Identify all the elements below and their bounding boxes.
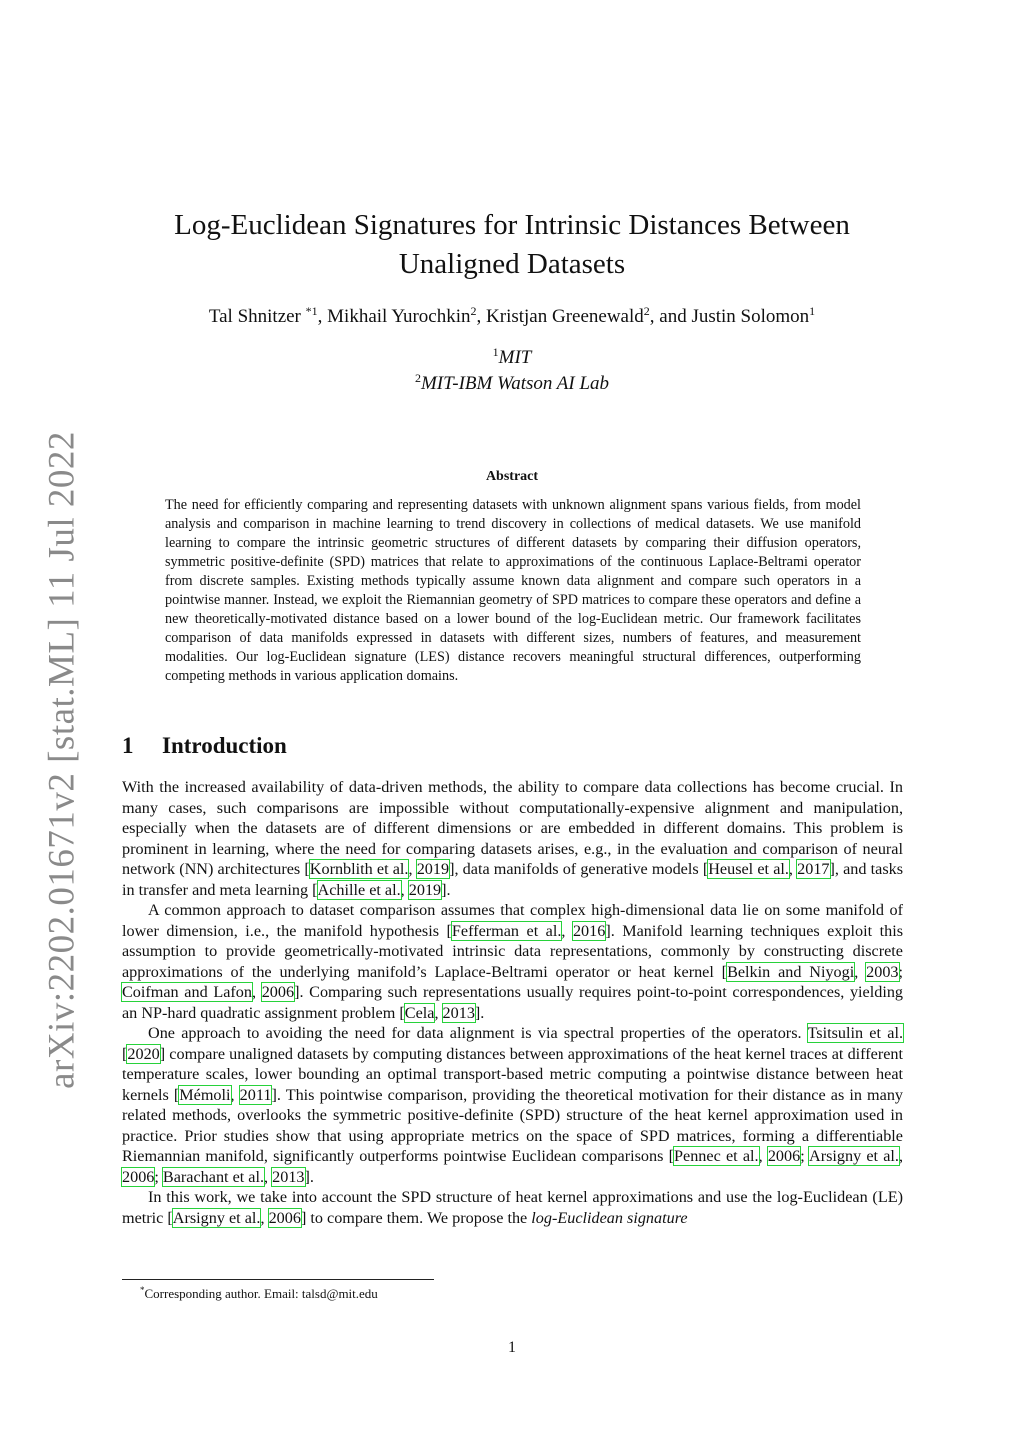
author-name: , Kristjan Greenewald <box>476 306 644 327</box>
arxiv-identifier-text: arXiv:2202.01671v2 [stat.ML] 11 Jul 2022 <box>41 431 83 1089</box>
author-marker: 2 <box>470 304 477 318</box>
text-run: , <box>854 962 867 981</box>
abstract-text: The need for efficiently comparing and representing datasets with unknown alignment spans various fields, from model analysis and comparison in machine learning to trend discovery in collections of medical datasets. We use manifold learning to compare the intrinsic geometric structures of different datasets by comparing their diffusion operators, symmetric positive-definite (SPD) matrices that relate to approximations of the continuous Laplace-Beltrami operator from discrete samples. Existing methods typically assume known data alignment and compare such operators in a pointwise manner. Instead, we exploit the Riemannian geometry of SPD matrices to compare these operators and define a new theoretically-motivated distance based on a lower bound of the log-Euclidean metric. Our framework facilitates comparison of data manifolds expressed in datasets with different sizes, numbers of features, and measurement modalities. Our log-Euclidean signature (LES) distance recovers meaningful structural differences, outperforming competing methods in various application domains. <box>165 497 861 684</box>
citation-link[interactable]: Kornblith et al. <box>309 860 409 878</box>
text-run: In this work, we take into account the SPD structure of heat kernel approximations and use the log-Euclidean (LE) metric [ <box>122 1188 903 1227</box>
affiliation-marker: 2 <box>414 371 421 385</box>
citation-link[interactable]: 2006 <box>261 983 295 1001</box>
citation-link[interactable]: 2013 <box>272 1167 305 1186</box>
citation-link[interactable]: Fefferman et al. <box>451 921 562 940</box>
affiliation-marker: 1 <box>492 345 499 359</box>
citation-link[interactable]: Achille et al. <box>317 880 401 899</box>
author-list <box>122 304 902 328</box>
citation-link[interactable]: 2013 <box>442 1003 475 1022</box>
citation-link[interactable]: Heusel et al. <box>708 860 789 878</box>
citation-link[interactable]: 2017 <box>797 860 830 878</box>
author-name: , and Justin Solomon <box>649 306 810 327</box>
author-marker: *1 <box>305 304 318 318</box>
text-run: ] compare unaligned datasets by computing distances between approximations of the heat kernel traces at different temperature scales, lower bounding an optimal transport-based metric computing a pointwise distance between heat kernels [ <box>122 1044 903 1104</box>
paragraph-4 <box>122 1187 903 1228</box>
text-run: , <box>230 1085 240 1104</box>
footnote <box>140 1285 378 1302</box>
author-name: , Mikhail Yurochkin <box>317 306 471 327</box>
text-run: ], and tasks in transfer and meta learning [ <box>122 860 904 899</box>
title-line-1: Log-Euclidean Signatures for Intrinsic Distances Between <box>174 209 850 241</box>
text-run: One approach to avoiding the need for data alignment is via spectral properties of the operators. <box>148 1024 808 1042</box>
footnote-marker: * <box>140 1285 145 1295</box>
text-run: ]. Manifold learning techniques exploit this assumption to provide geometrically-motivated intrinsic data representations, commonly by constructing discrete approximations of the underlying manifold’s Laplace-Beltrami operator or heat kernel [ <box>122 921 903 981</box>
text-run: , <box>400 880 409 899</box>
abstract-heading: Abstract <box>485 469 539 484</box>
text-run: , <box>264 1167 273 1186</box>
footnote-divider <box>122 1279 434 1280</box>
affiliation-name: MIT-IBM Watson AI Lab <box>420 373 610 394</box>
text-run: ; <box>800 1147 810 1165</box>
section-number: 1 <box>122 733 134 758</box>
text-run: ; <box>154 1167 163 1186</box>
citation-link[interactable]: Arsigny et al. <box>172 1208 261 1227</box>
text-run: ]. <box>441 880 451 899</box>
citation-link[interactable]: 2006 <box>122 1167 155 1186</box>
citation-link[interactable]: Belkin and Niyogi <box>727 962 855 981</box>
text-run: , <box>260 1208 269 1227</box>
introduction-body <box>122 777 903 1228</box>
text-run: , <box>251 983 262 1001</box>
citation-link[interactable]: Tsitsulin et al. <box>807 1024 903 1042</box>
text-run: A common approach to dataset comparison assumes that complex high-dimensional data lie on some manifold of lower dimension, i.e., the manifold hypothesis [ <box>122 901 903 940</box>
author-marker: 2 <box>643 304 650 318</box>
emphasized-term: log-Euclidean signature <box>531 1208 688 1227</box>
text-run: ] to compare them. We propose the <box>300 1208 532 1227</box>
affiliation-1 <box>122 345 902 369</box>
title-line-2: Unaligned Datasets <box>398 248 626 280</box>
citation-link[interactable]: 2006 <box>767 1147 801 1165</box>
affiliation-2 <box>122 371 902 395</box>
text-run: ]. Comparing such representations usually requires point-to-point correspondences, yielding an NP-hard quadratic assignment problem [ <box>122 983 904 1022</box>
author-marker: 1 <box>809 304 816 318</box>
text-run: ; <box>898 962 903 981</box>
page-number: 1 <box>508 1339 516 1356</box>
text-run: , <box>758 1147 768 1165</box>
text-run: ]. <box>474 1003 485 1022</box>
text-run: [ <box>122 1044 128 1063</box>
paper-title <box>122 206 902 284</box>
section-title: Introduction <box>162 733 287 758</box>
citation-link[interactable]: Cela <box>404 1003 435 1022</box>
text-run: , <box>408 860 417 878</box>
citation-link[interactable]: 2019 <box>416 860 450 878</box>
footnote-text: Corresponding author. Email: talsd@mit.edu <box>144 1286 378 1301</box>
text-run: ]. This pointwise comparison, providing the theoretical motivation for their distance as in many related methods, overlooks the symmetric positive-definite (SPD) structure of the heat kernel approximation used in practice. Prior studies show that using appropriate metrics on the space of SPD matrices, forming a differentiable Riemannian manifold, significantly outperforms pointwise Euclidean comparisons [ <box>122 1085 904 1165</box>
citation-link[interactable]: 2011 <box>239 1085 272 1104</box>
citation-link[interactable]: 2020 <box>127 1044 160 1063</box>
citation-link[interactable]: 2003 <box>866 962 899 981</box>
text-run: , <box>788 860 798 878</box>
text-run: ]. <box>304 1167 314 1186</box>
citation-link[interactable]: Barachant et al. <box>162 1167 265 1186</box>
citation-link[interactable]: 2019 <box>408 880 442 899</box>
citation-link[interactable]: 2006 <box>268 1208 301 1227</box>
text-run: With the increased availability of data-driven methods, the ability to compare data collections has become crucial. In many cases, such comparisons are impossible without computationally-expensive alignment and manipulation, especially when the datasets are of different dimensions or are embedded in different domains. This problem is prominent in learning, where the need for comparing datasets arises, e.g., in the evaluation and comparison of neural network (NN) architectures [ <box>122 778 903 878</box>
text-run: , <box>561 921 573 940</box>
section-heading <box>122 733 287 759</box>
affiliation-name: MIT <box>498 347 532 368</box>
citation-link[interactable]: Mémoli <box>179 1085 231 1104</box>
text-run: , <box>434 1003 443 1022</box>
citation-link[interactable]: Arsigny et al. <box>809 1147 899 1165</box>
citation-link[interactable]: Pennec et al. <box>674 1147 759 1165</box>
paragraph-2 <box>122 900 903 1023</box>
citation-link[interactable]: Coifman and Lafon <box>122 983 252 1001</box>
paragraph-1 <box>122 777 903 900</box>
author-name: Tal Shnitzer <box>208 306 306 327</box>
text-run: ], data manifolds of generative models [ <box>449 860 709 878</box>
text-run: , <box>898 1147 904 1165</box>
citation-link[interactable]: 2016 <box>572 921 606 940</box>
paragraph-3 <box>122 1023 903 1187</box>
